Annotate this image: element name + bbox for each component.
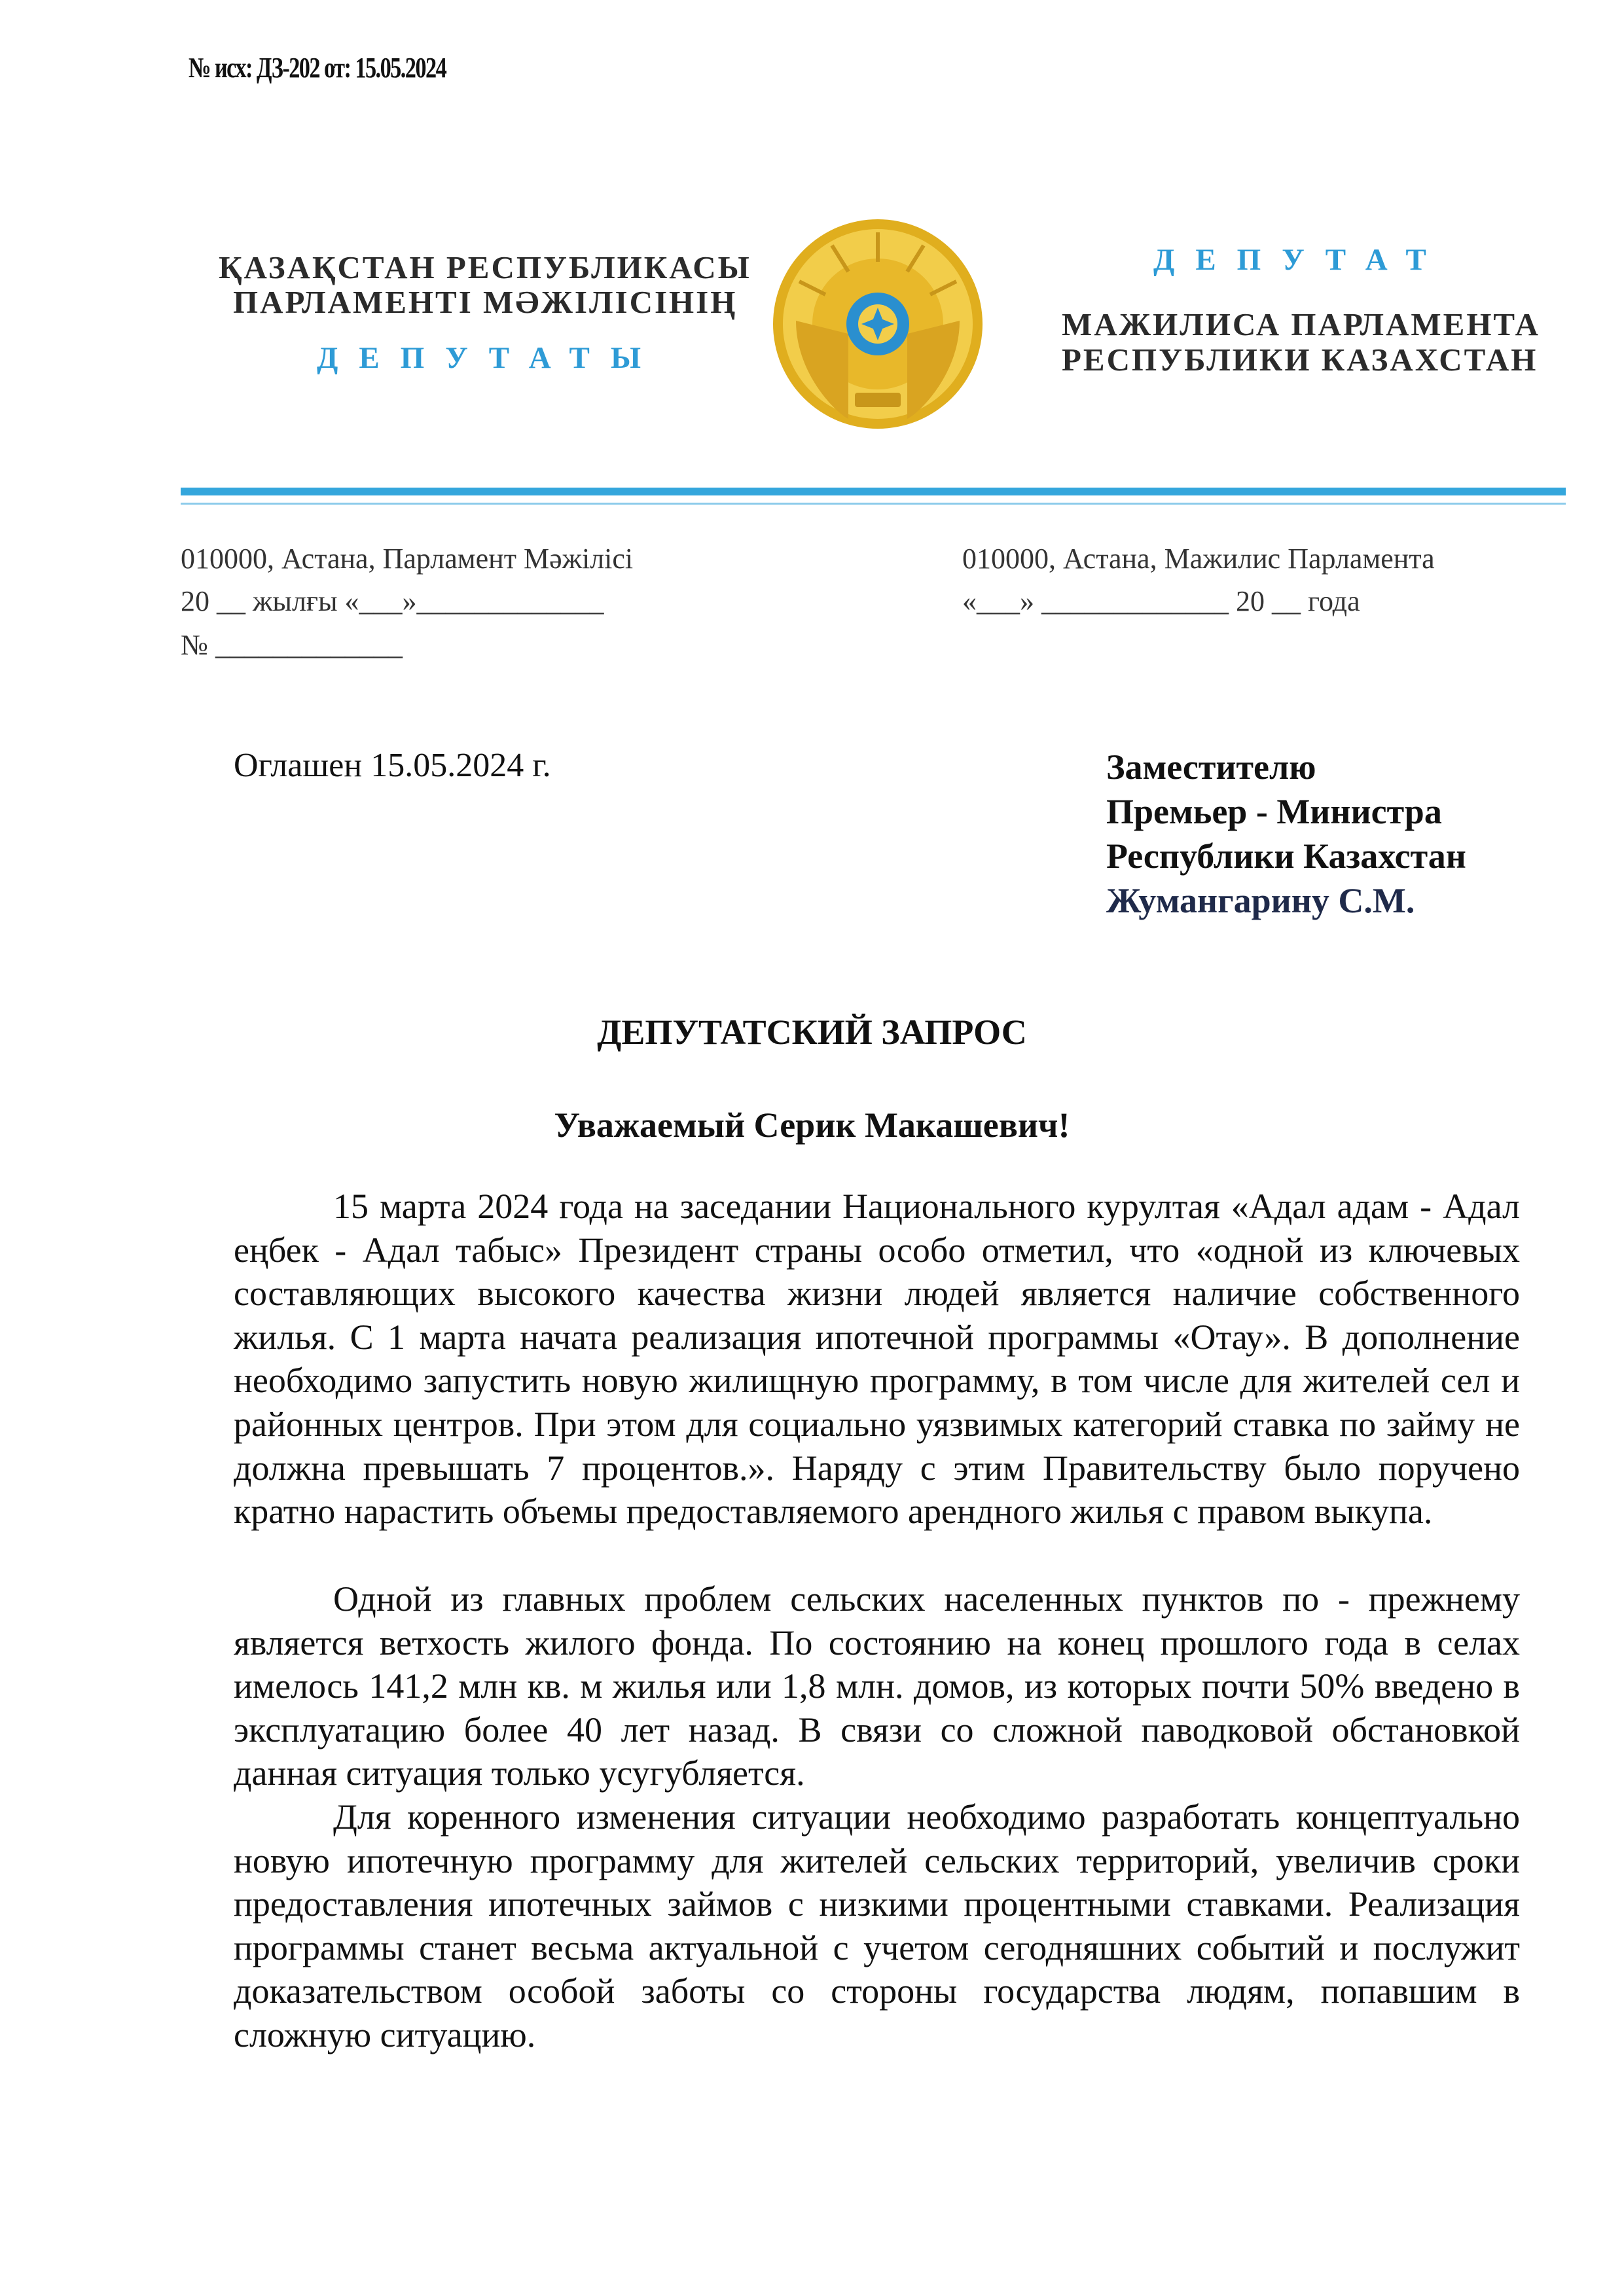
outgoing-reference: № исх: ДЗ-202 от: 15.05.2024 xyxy=(189,52,446,84)
recipient-line3: Республики Казахстан xyxy=(1106,836,1466,876)
address-right-line1: 010000, Астана, Мажилис Парламента xyxy=(962,543,1435,575)
kazakhstan-state-emblem-icon xyxy=(770,216,986,432)
address-left-line3: № _____________ xyxy=(181,629,403,661)
letterhead-rule-thin xyxy=(181,503,1566,505)
letterhead-right-line2: МАЖИЛИСА ПАРЛАМЕНТА xyxy=(1062,306,1541,342)
body-paragraph-2: Одной из главных проблем сельских населенных пунктов по - прежнему является ветхость жилого фонда. По состоянию на конец прошлого года в селах имелось 141,2 млн кв. м жилья или 1,8 млн. домов, из которых почти 50% введено в эксплуатацию более 40 лет назад. В связи со сложной паводковой обстановкой данная ситуация только усугубляется. xyxy=(234,1579,1520,1793)
letterhead-rule-thick xyxy=(181,488,1566,495)
letterhead-right-deputy: ДЕПУТАТ xyxy=(1153,243,1447,277)
recipient-line1: Заместителю xyxy=(1106,747,1316,787)
letterhead-left-line1: ҚАЗАҚСТАН РЕСПУБЛИКАСЫ xyxy=(219,249,751,285)
letterhead-left-deputy: ДЕПУТАТЫ xyxy=(317,341,662,375)
letterhead-left-line2: ПАРЛАМЕНТІ МӘЖІЛІСІНІҢ xyxy=(233,284,738,320)
document-title: ДЕПУТАТСКИЙ ЗАПРОС xyxy=(597,1013,1027,1052)
address-left-line2: 20 __ жылғы «___»_____________ xyxy=(181,585,604,617)
letterhead-right-line3: РЕСПУБЛИКИ КАЗАХСТАН xyxy=(1062,342,1538,378)
body-paragraph-3: Для коренного изменения ситуации необходимо разработать концептуально новую ипотечную программу для жителей сельских территорий, увеличив сроки предоставления ипотечных займов с низкими процентными ставками. Реализация программы станет весьма актуальной с учетом сегодняшних событий и послужит доказательством особой заботы со стороны государства людям, попавшим в сложную ситуацию. xyxy=(234,1797,1520,2054)
address-left-line1: 010000, Астана, Парламент Мәжілісі xyxy=(181,543,634,575)
announced-date: Оглашен 15.05.2024 г. xyxy=(234,747,551,784)
recipient-name: Жумангарину С.М. xyxy=(1106,881,1415,920)
greeting: Уважаемый Серик Макашевич! xyxy=(554,1105,1070,1145)
address-right-line2: «___» _____________ 20 __ года xyxy=(962,585,1360,617)
recipient-block xyxy=(1106,745,1466,923)
recipient-line2: Премьер - Министра xyxy=(1106,792,1442,831)
body-paragraph-1: 15 марта 2024 года на заседании Национального курултая «Адал адам - Адал еңбек - Адал табыс» Президент страны особо отметил, что «одной из ключевых составляющих высокого качества жизни людей является наличие собственного жилья. С 1 марта начата реализация ипотечной программы «Отау». В дополнение необходимо запустить новую жилищную программу, в том числе для жителей сел и районных центров. При этом для социально уязвимых категорий ставка по займу не должна превышать 7 процентов.». Наряду с этим Правительству было поручено кратно нарастить объемы предоставляемого арендного жилья с правом выкупа. xyxy=(234,1187,1520,1532)
